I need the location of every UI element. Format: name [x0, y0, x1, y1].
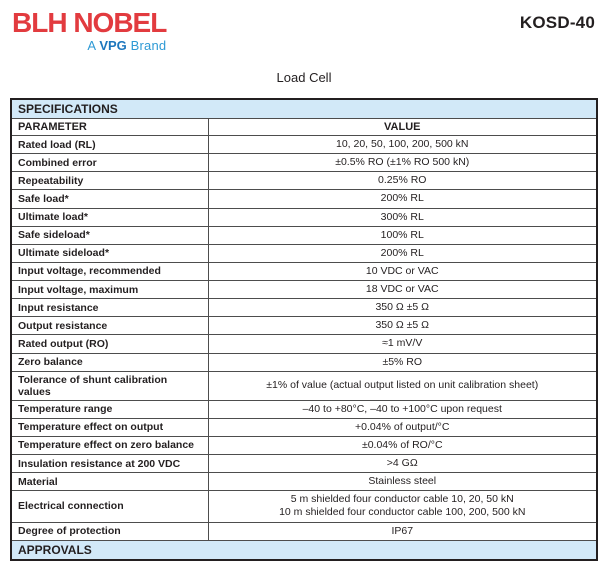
table-row	[11, 190, 597, 208]
spec-value	[208, 400, 597, 418]
spec-parameter: Tolerance of shunt calibration values	[11, 371, 208, 400]
spec-value	[208, 262, 597, 280]
page-title: Load Cell	[276, 70, 332, 85]
spec-value-line: 5 m shielded four conductor cable 10, 20, 50 kN	[290, 493, 514, 506]
table-row	[11, 418, 597, 436]
tagline-prefix: A	[87, 38, 96, 53]
spec-parameter: Ultimate sideload*	[11, 244, 208, 262]
spec-parameter: Input voltage, recommended	[11, 262, 208, 280]
table-row	[11, 353, 597, 371]
logo-text: BLH NOBEL	[12, 7, 167, 38]
spec-parameter: Temperature effect on output	[11, 418, 208, 436]
spec-value	[208, 455, 597, 473]
spec-value-line: 100% RL	[380, 228, 424, 241]
page-header	[0, 0, 608, 53]
spec-parameter: Rated output (RO)	[11, 335, 208, 353]
spec-value-line: 10, 20, 50, 100, 200, 500 kN	[335, 138, 469, 150]
spec-value	[208, 190, 597, 208]
table-row	[11, 522, 597, 540]
spec-value	[208, 371, 597, 400]
spec-parameter: Safe sideload*	[11, 226, 208, 244]
table-row	[11, 299, 597, 317]
spec-value	[208, 418, 597, 436]
table-row	[11, 226, 597, 244]
spec-value-line: 0.25% RO	[378, 174, 427, 187]
spec-value	[208, 335, 597, 353]
spec-parameter: Input voltage, maximum	[11, 281, 208, 299]
specifications-section-title: SPECIFICATIONS	[11, 99, 597, 119]
spec-value	[208, 473, 597, 491]
approvals-section-title: APPROVALS	[11, 540, 597, 560]
tagline-suffix: Brand	[130, 38, 167, 53]
column-header-row	[11, 119, 597, 136]
spec-value-line: 300% RL	[380, 210, 424, 223]
specifications-section-header	[11, 99, 597, 119]
spec-value	[208, 353, 597, 371]
spec-parameter: Zero balance	[11, 353, 208, 371]
table-row	[11, 208, 597, 226]
blh-nobel-logo	[12, 9, 166, 53]
table-row	[11, 400, 597, 418]
column-header-value: VALUE	[208, 119, 597, 136]
spec-value	[208, 136, 597, 154]
spec-value	[208, 154, 597, 172]
spec-value-line: ±1% of value (actual output listed on unit calibration sheet)	[266, 379, 539, 392]
spec-value	[208, 172, 597, 190]
spec-value-line: ±5% RO	[382, 355, 423, 368]
spec-value	[208, 226, 597, 244]
model-number: KOSD-40	[519, 13, 595, 32]
spec-parameter: Input resistance	[11, 299, 208, 317]
spec-parameter: Safe load*	[11, 190, 208, 208]
table-row	[11, 335, 597, 353]
table-row	[11, 371, 597, 400]
table-row	[11, 455, 597, 473]
spec-parameter: Electrical connection	[11, 491, 208, 522]
spec-value	[208, 522, 597, 540]
spec-value-line: ±0.5% RO (±1% RO 500 kN)	[335, 156, 470, 169]
tagline-brand: VPG	[99, 38, 127, 53]
table-row	[11, 136, 597, 154]
spec-value-line: 350 Ω ±5 Ω	[375, 319, 430, 332]
spec-value-line: –40 to +80°C, –40 to +100°C upon request	[302, 402, 502, 415]
spec-value	[208, 208, 597, 226]
table-row	[11, 172, 597, 190]
table-row	[11, 281, 597, 299]
spec-value-line: +0.04% of output/°C	[355, 420, 450, 433]
spec-value	[208, 299, 597, 317]
spec-value	[208, 491, 597, 522]
spec-parameter: Material	[11, 473, 208, 491]
spec-value-line: 350 Ω ±5 Ω	[375, 301, 430, 314]
table-row	[11, 244, 597, 262]
approvals-section-header	[11, 540, 597, 560]
spec-parameter: Repeatability	[11, 172, 208, 190]
table-row	[11, 473, 597, 491]
spec-value-line: 200% RL	[380, 192, 424, 205]
spec-parameter: Temperature range	[11, 400, 208, 418]
spec-value	[208, 244, 597, 262]
spec-value-line: 200% RL	[380, 246, 424, 259]
spec-parameter: Output resistance	[11, 317, 208, 335]
table-row	[11, 436, 597, 454]
table-row	[11, 317, 597, 335]
spec-value-line: 10 m shielded four conductor cable 100, 200, 500 kN	[279, 506, 526, 519]
spec-value-line: Stainless steel	[368, 475, 437, 488]
spec-parameter: Insulation resistance at 200 VDC	[11, 455, 208, 473]
spec-value	[208, 436, 597, 454]
spec-parameter: Degree of protection	[11, 522, 208, 540]
spec-value-line: 10 VDC or VAC	[365, 264, 439, 277]
spec-value-line: >4 GΩ	[386, 457, 418, 469]
spec-value-line: ±0.04% of RO/°C	[361, 438, 443, 451]
vpg-brand-tagline	[12, 38, 166, 53]
spec-parameter: Combined error	[11, 154, 208, 172]
table-row	[11, 491, 597, 522]
table-row	[11, 154, 597, 172]
spec-parameter: Ultimate load*	[11, 208, 208, 226]
spec-value-line: IP67	[391, 524, 414, 537]
spec-value	[208, 317, 597, 335]
spec-value	[208, 281, 597, 299]
specifications-table	[10, 98, 598, 561]
spec-parameter: Temperature effect on zero balance	[11, 436, 208, 454]
column-header-parameter: PARAMETER	[11, 119, 208, 136]
spec-value-line: ≈1 mV/V	[382, 337, 423, 350]
table-row	[11, 262, 597, 280]
spec-value-line: 18 VDC or VAC	[365, 283, 439, 295]
spec-parameter: Rated load (RL)	[11, 136, 208, 154]
